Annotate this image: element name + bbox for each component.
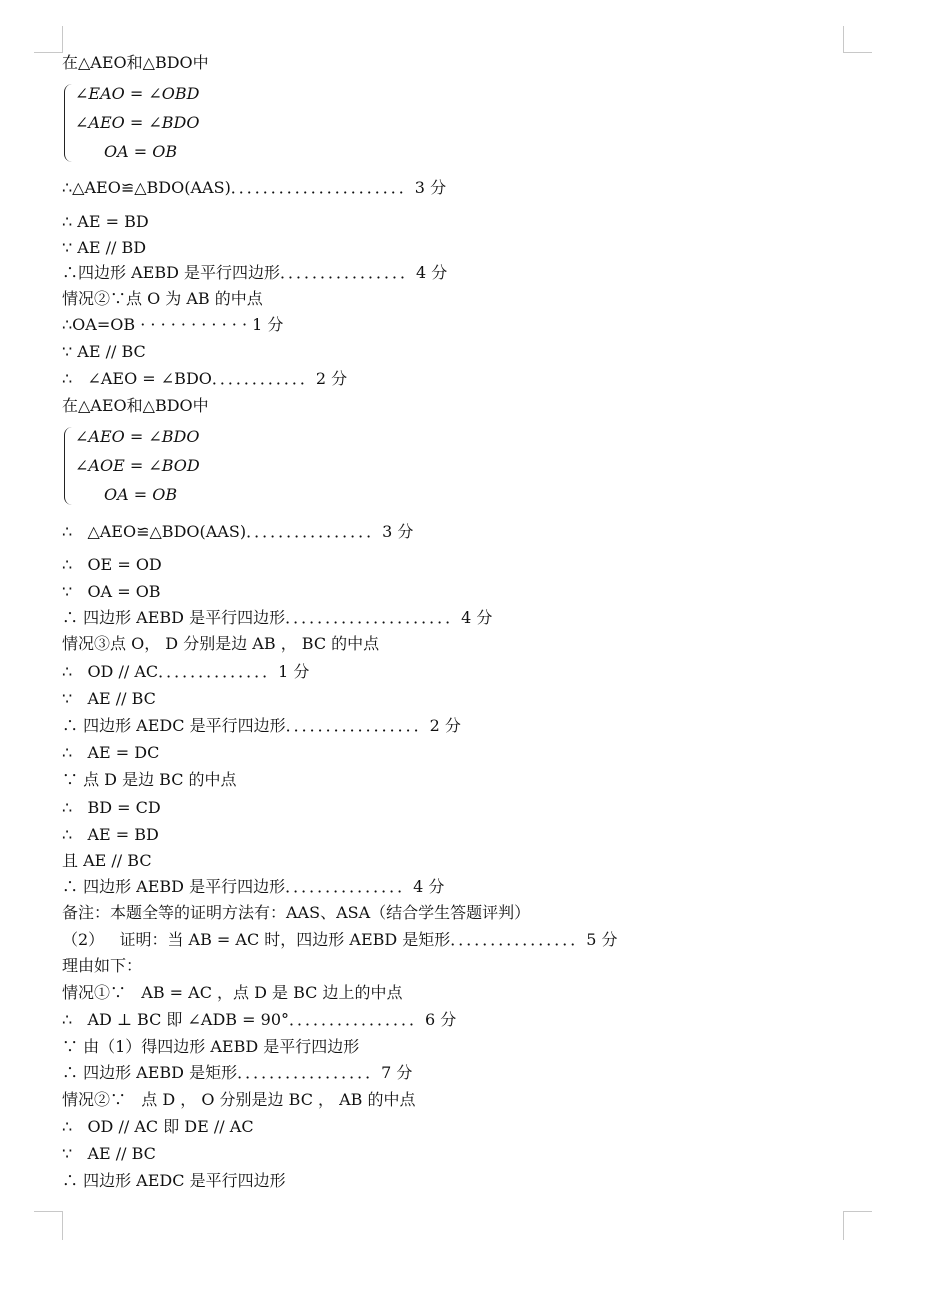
proof-line: ∴ AD ⊥ BC 即 ∠ADB = 90°．．．．．．．．．．．．．．．．6 分 [62,1010,457,1029]
proof-line: ∴△AEO≌△BDO(AAS)．．．．．．．．．．．．．．．．．．．．．．3 分 [62,178,447,197]
proof-line: ∵ AE // BC [62,689,156,708]
system-brace [64,427,73,505]
proof-line: ∴ 四边形 AEDC 是平行四边形．．．．．．．．．．．．．．．．．2 分 [62,716,461,735]
proof-line: 情况①∵ AB = AC ，点 D 是 BC 边上的中点 [62,983,403,1002]
proof-line: 情况②∵点 O 为 AB 的中点 [62,289,263,308]
proof-line: ∵ 点 D 是边 BC 的中点 [62,770,237,789]
proof-line: ∴ OE = OD [62,555,162,574]
proof-line: ∴ OD // AC 即 DE // AC [62,1117,254,1136]
system-brace [64,84,73,162]
equation-line: ∠AOE = ∠BOD [75,456,200,475]
equation-line: ∠EAO = ∠OBD [75,84,200,103]
proof-line: ∴ AE = DC [62,743,160,762]
page-corner-mark [34,26,63,53]
proof-line: ∴四边形 AEBD 是平行四边形．．．．．．．．．．．．．．．．4 分 [62,263,448,282]
proof-line: 且 AE // BC [62,851,152,870]
proof-line: ∴ 四边形 AEBD 是平行四边形．．．．．．．．．．．．．．．．．．．．．4 分 [62,608,493,627]
proof-line: ∴ AE = BD [62,212,149,231]
proof-line: ∵ AE // BD [62,238,147,257]
proof-line: ∴ BD = CD [62,798,161,817]
proof-line: ∴OA=OB · · · · · · · · · · · 1 分 [62,315,284,334]
equation-line: ∠AEO = ∠BDO [75,427,200,446]
proof-line: ∴ AE = BD [62,825,159,844]
proof-line: 理由如下： [62,956,143,975]
note-line: 备注：本题全等的证明方法有：AAS、ASA（结合学生答题评判） [62,903,531,922]
proof-line: 情况③点 O， D 分别是边 AB ， BC 的中点 [62,634,380,653]
proof-line: ∴ ∠AEO = ∠BDO．．．．．．．．．．．．2 分 [62,369,348,388]
proof-line: ∴ OD // AC．．．．．．．．．．．．．．1 分 [62,662,310,681]
proof-line: ∵ 由（1）得四边形 AEBD 是平行四边形 [62,1037,360,1056]
proof-line: 在△AEO和△BDO中 [62,396,209,415]
equation-line: OA = OB [104,142,178,161]
proof-line: 情况②∵ 点 D ， O 分别是边 BC ， AB 的中点 [62,1090,416,1109]
proof-line: ∴ △AEO≌△BDO(AAS)．．．．．．．．．．．．．．．．3 分 [62,522,414,541]
proof-line: ∴ 四边形 AEBD 是平行四边形．．．．．．．．．．．．．．．4 分 [62,877,445,896]
equation-line: ∠AEO = ∠BDO [75,113,200,132]
page-corner-mark [843,1211,872,1240]
proof-line: ∴ 四边形 AEDC 是平行四边形 [62,1171,286,1190]
equation-line: OA = OB [104,485,178,504]
page-corner-mark [843,26,872,53]
proof-line: ∴ 四边形 AEBD 是矩形．．．．．．．．．．．．．．．．．7 分 [62,1063,413,1082]
proof-line: 在△AEO和△BDO中 [62,53,209,72]
proof-line: ∵ AE // BC [62,342,146,361]
proof-line: （2） 证明：当 AB = AC 时，四边形 AEBD 是矩形．．．．．．．．．．．．．．．．5 分 [62,930,618,949]
proof-line: ∵ AE // BC [62,1144,156,1163]
proof-line: ∵ OA = OB [62,582,161,601]
page-corner-mark [34,1211,63,1240]
